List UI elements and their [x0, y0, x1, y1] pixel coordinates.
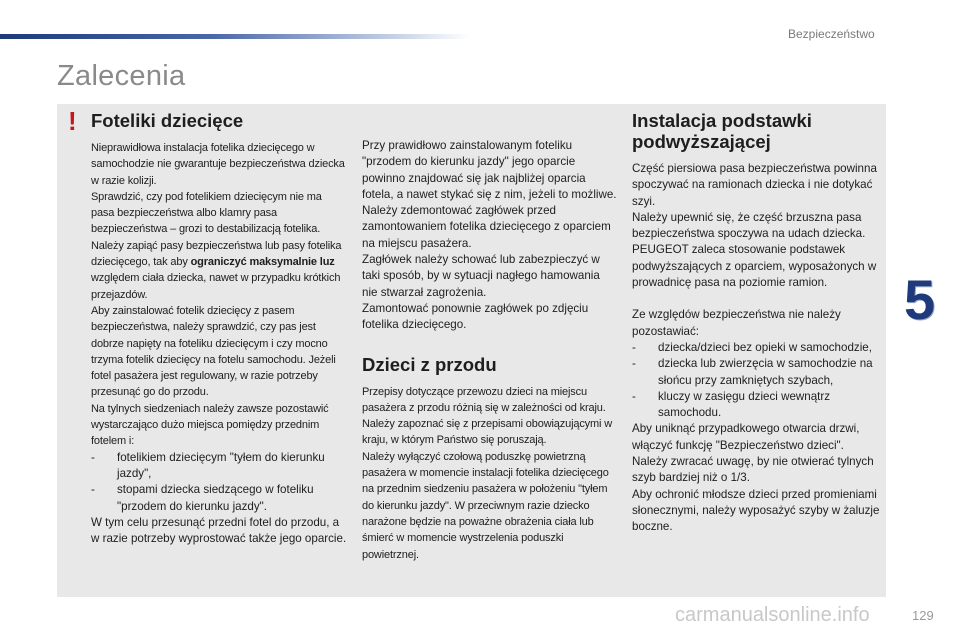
column-child-seats [91, 110, 347, 547]
heading-child-seats: Foteliki dziecięce [91, 110, 244, 131]
paragraph: Zagłówek należy schować lub zabezpieczyć w taki sposób, by w sytuacji nagłego hamowania nie stwarzał zagrożenia. [362, 253, 600, 299]
paragraph: Na tylnych siedzeniach należy zawsze pozostawić wystarczająco dużo miejsca pomiędzy przednim fotelem i: [91, 402, 329, 448]
paragraph: Część piersiowa pasa bezpieczeństwa powinna spoczywać na ramionach dziecka i nie dotykać szyi. [632, 162, 877, 208]
watermark: carmanualsonline.info [675, 604, 870, 626]
header-gradient-bar [0, 34, 470, 39]
list-item: - fotelikiem dziecięcym "tyłem do kierunku jazdy", [91, 450, 347, 483]
paragraph: Należy zdemontować zagłówek przed zamontowaniem fotelika dziecięcego z oparciem na miejscu pasażera. [362, 204, 611, 250]
column-middle [362, 138, 617, 563]
paragraph: Należy wyłączyć czołową poduszkę powietrzną pasażera w momencie instalacji fotelika dziecięcego na przednim siedzeniu pasażera w położeniu "tyłem do kierunku jazdy". W przeciwnym razie dziecko narażone będzie na poważne obrażenia ciała lub śmierć w momencie wystrzelenia poduszki powietrznej. [362, 450, 609, 561]
column-booster [632, 110, 884, 536]
paragraph: Aby uniknąć przypadkowego otwarcia drzwi, włączyć funkcję "Bezpieczeństwo dzieci". [632, 422, 860, 452]
exclamation-icon: ! [68, 106, 77, 136]
paragraph: Należy upewnić się, że część brzuszna pasa bezpieczeństwa spoczywa na udach dziecka. [632, 210, 866, 241]
list-item: - dziecka lub zwierzęcia w samochodzie na słońcu przy zamkniętych szybach, [632, 356, 884, 389]
list-item: - stopami dziecka siedzącego w foteliku "przodem do kierunku jazdy". [91, 482, 347, 515]
list-item: - kluczy w zasięgu dzieci wewnątrz samochodu. [632, 389, 884, 422]
heading-booster: Instalacja podstawki podwyższającej [632, 110, 812, 152]
paragraph: Nieprawidłowa instalacja fotelika dziecięcego w samochodzie nie gwarantuje bezpieczeństwa dziecka w razie kolizji. [91, 142, 345, 187]
paragraph: Ze względów bezpieczeństwa nie należy pozostawiać: [632, 308, 841, 338]
heading-children-front: Dzieci z przodu [362, 353, 497, 375]
list [632, 340, 884, 421]
paragraph: PEUGEOT zaleca stosowanie podstawek podwyższających z oparciem, wyposażonych w prowadnicę pasa na poziomie ramion. [632, 243, 877, 290]
paragraph: Należy zwracać uwagę, by nie otwierać tylnych szyb bardziej niż o 1/3. [632, 455, 874, 485]
paragraph: Należy zapiąć pasy bezpieczeństwa lub pasy fotelika dziecięcego, tak aby ograniczyć maksymalnie luz względem ciała dziecka, nawet w przypadku krótkich przejazdów. [91, 239, 342, 301]
page-title: Zalecenia [57, 60, 186, 92]
paragraph: Aby ochronić młodsze dzieci przed promieniami słonecznymi, należy wyposażyć szyby w żaluzje boczne. [632, 487, 880, 534]
page-number: 129 [912, 608, 934, 623]
paragraph: Zamontować ponownie zagłówek po zdjęciu fotelika dziecięcego. [362, 301, 589, 332]
list [91, 450, 347, 515]
paragraph: Sprawdzić, czy pod fotelikiem dziecięcym nie ma pasa bezpieczeństwa albo klamry pasa bezpieczeństwa – grozi to destabilizacją fotelika. [91, 190, 322, 236]
list-item: - dziecka/dzieci bez opieki w samochodzie, [632, 340, 884, 356]
section-label: Bezpieczeństwo [788, 27, 875, 41]
paragraph: Przy prawidłowo zainstalowanym foteliku "przodem do kierunku jazdy" jego oparcie powinno znajdować się jak najbliżej oparcia fotela, a nawet stykać się z nim, jeżeli to możliwe. [362, 139, 617, 201]
paragraph: Przepisy dotyczące przewozu dzieci na miejscu pasażera z przodu różnią się w zależności od kraju. Należy zapoznać się z przepisami obowiązującymi w kraju, w którym Państwo się poruszają. [362, 385, 613, 447]
chapter-number: 5 [904, 268, 936, 331]
paragraph: Aby zainstalować fotelik dziecięcy z pasem bezpieczeństwa, należy sprawdzić, czy pas jest dobrze napięty na foteliku dziecięcym i czy mocno trzyma fotelik dziecięcy na fotelu samochodu. Jeżeli fotel pasażera jest regulowany, w razie potrzeby przesunąć go do przodu. [91, 304, 336, 399]
paragraph: W tym celu przesunąć przedni fotel do przodu, a w razie potrzeby wyprostować także jego oparcie. [91, 515, 347, 546]
emphasis-text: ograniczyć maksymalnie luz [190, 256, 335, 269]
